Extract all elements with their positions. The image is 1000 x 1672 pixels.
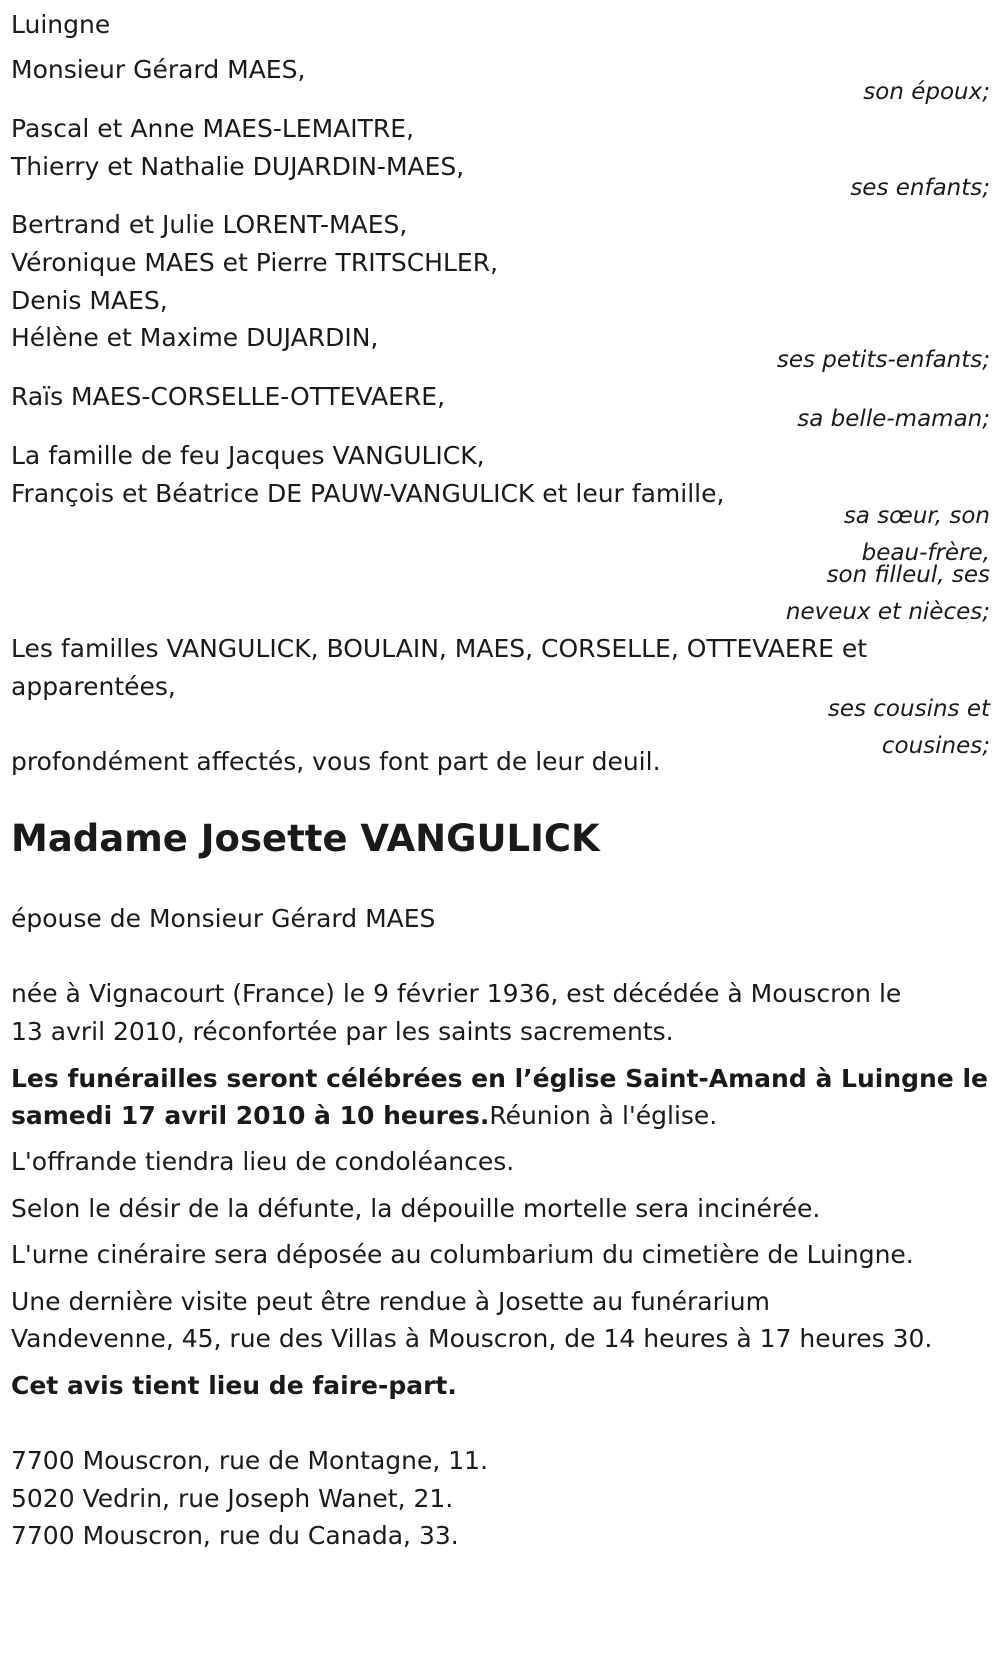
relatives-names: Les familles VANGULICK, BOULAIN, MAES, CORSELLE, OTTEVAERE et	[11, 634, 868, 663]
siblings-relation-line: beau-frère,	[861, 540, 990, 566]
urn-note: L'urne cinéraire sera déposée au columbarium du cimetière de Luingne.	[11, 1240, 914, 1269]
deceased-name: Madame Josette VANGULICK	[11, 817, 600, 860]
mother-in-law-relation: sa belle-maman;	[797, 406, 990, 432]
funeral-announcement: Les funérailles seront célébrées en l’église Saint-Amand à Luingne le	[11, 1064, 988, 1093]
address-line: 7700 Mouscron, rue du Canada, 33.	[11, 1521, 459, 1550]
grandchild-name: Véronique MAES et Pierre TRITSCHLER,	[11, 248, 499, 277]
address-line: 7700 Mouscron, rue de Montagne, 11.	[11, 1446, 489, 1475]
funeral-date: samedi 17 avril 2010 à 10 heures.	[11, 1101, 490, 1130]
visit-note: Une dernière visite peut être rendue à Josette au funérarium	[11, 1287, 770, 1316]
siblings-relation-line: son filleul, ses	[826, 562, 990, 588]
sibling-family-name: François et Béatrice DE PAUW-VANGULICK et leur famille,	[11, 479, 725, 508]
birth-death-text: née à Vignacourt (France) le 9 février 1936, est décédée à Mouscron le	[11, 979, 902, 1008]
address-line: 5020 Vedrin, rue Joseph Wanet, 21.	[11, 1484, 454, 1513]
sibling-family-name: La famille de feu Jacques VANGULICK,	[11, 441, 485, 470]
children-relation: ses enfants;	[850, 175, 990, 201]
deceased-spouse-line: épouse de Monsieur Gérard MAES	[11, 904, 436, 933]
funeral-announcement-line	[11, 1097, 717, 1135]
closing-statement: profondément affectés, vous font part de leur deuil.	[11, 747, 661, 776]
cremation-note: Selon le désir de la défunte, la dépouille mortelle sera incinérée.	[11, 1194, 821, 1223]
grandchild-name: Denis MAES,	[11, 286, 168, 315]
offering-note: L'offrande tiendra lieu de condoléances.	[11, 1147, 515, 1176]
siblings-relation-line: neveux et nièces;	[785, 599, 990, 625]
grandchildren-relation: ses petits-enfants;	[776, 347, 990, 373]
location-label: Luingne	[11, 10, 111, 39]
grandchild-name: Hélène et Maxime DUJARDIN,	[11, 323, 379, 352]
notice-statement: Cet avis tient lieu de faire-part.	[11, 1371, 457, 1400]
spouse-name: Monsieur Gérard MAES,	[11, 55, 306, 84]
relatives-relation-line: cousines;	[881, 733, 990, 759]
relatives-names: apparentées,	[11, 672, 176, 701]
visit-note: Vandevenne, 45, rue des Villas à Mouscron, de 14 heures à 17 heures 30.	[11, 1324, 933, 1353]
siblings-relation-line: sa sœur, son	[843, 503, 990, 529]
relatives-relation-line: ses cousins et	[827, 696, 990, 722]
spouse-relation: son époux;	[863, 79, 990, 105]
funeral-meeting: Réunion à l'église.	[489, 1101, 718, 1130]
mother-in-law-name: Raïs MAES-CORSELLE-OTTEVAERE,	[11, 382, 446, 411]
birth-death-text: 13 avril 2010, réconfortée par les saints sacrements.	[11, 1017, 674, 1046]
child-name: Thierry et Nathalie DUJARDIN-MAES,	[11, 152, 465, 181]
grandchild-name: Bertrand et Julie LORENT-MAES,	[11, 210, 408, 239]
child-name: Pascal et Anne MAES-LEMAITRE,	[11, 114, 415, 143]
